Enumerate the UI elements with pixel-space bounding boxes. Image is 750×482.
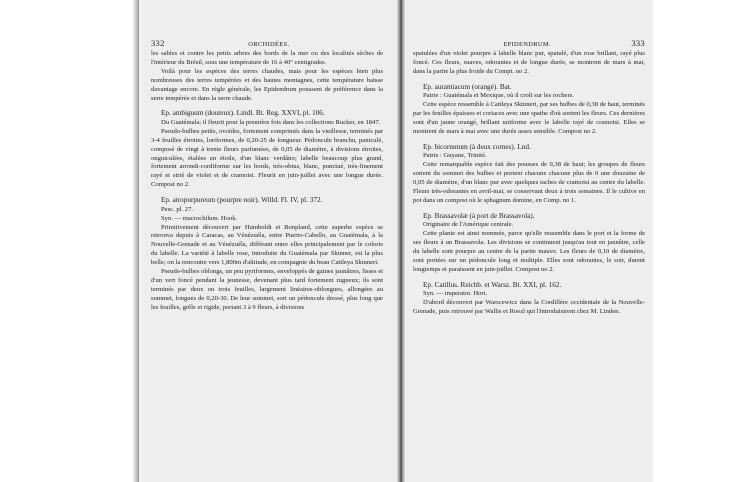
species-heading: Ep. aurantiacum (orangé). Bat. [423, 82, 512, 91]
left-page-body [151, 50, 383, 313]
synonym-line: Syn. — imperator. Hort. [423, 290, 488, 298]
paragraph: Pseudo-bulbes oblongs, un peu pyriformes, enveloppés de gaines jaunâtres, lisses et d'un vert foncé pendant la jeunesse, devenant plus tard fortement rugueux; ils sont terminés par deux ou trois feuilles, largement linéaires-oblongues, allongées au sommet, longues de 0,20-30. De leur sommet, sort un pédoncule dressé, plus long que les feuilles, grêle et rigide, portant 3 à 9 fleurs, à divisions [151, 268, 383, 311]
right-page-body [413, 50, 645, 317]
synonym-line: Syn. — macrochilum. Hook. [161, 214, 238, 222]
species-heading: Ep. Catillus. Reichb. et Warsz. Bt. XXI, pl. 162. [423, 280, 562, 289]
right-page [413, 38, 645, 317]
species-heading: Ep. Brassavolæ (à port de Brassavola). [423, 211, 535, 220]
paragraph: Pseudo-bulbes petits, ovoïdes, fortement comprimés dans la vieillesse, terminés par 3-4 feuilles étroites, loriformes, de 0,20-25 de longueur. Pédoncule branchu, paniculé, composé de vingt à trente fleurs parfumées, de 0,05 de diamètre, à divisions étroites, onguiculées, étalées en étoile, d'un blanc verdâtre; labelle beaucoup plus grand, fortement arrondi-cordiforme sur les bords, très-obtus, blanc, ponctué, très-finement rayé et strié de violet et de cramoisi. Fleurit en juin-juillet avec une longue durée. Compost no 2. [151, 127, 383, 189]
species-heading: Ep. atropurpureum (pourpre noir). Willd. Fl. IV, pl. 372. [161, 196, 323, 205]
paragraph: Du Guatémala; il fleurit pour la première fois dans les collections Rucker, en 1847. [161, 118, 381, 126]
paragraph: Primitivement découvert par Humboldt et Bonpland, cette superbe espèce se retrouva depuis à Caracas, au Vénézuéla, entre Puerto-Cabello, au Guatémala, à la Nouvelle-Grenade et au Vénézuéla, différant entre elles principalement par le coloris du labelle. La variété à labelle rose, introduite du Guatémala par Skinner, est la plus belle; on la rencontre vers 1,800m d'altitude, en compagnie du beau Cattleya Skinneri. [151, 223, 383, 267]
right-page-number: 333 [631, 38, 645, 48]
paragraph: Voilà pour les espèces des terres chaudes, mais pour les espèces bien plus nombreuses des terres tempérées et des hautes montagnes, cette température baisse davantage encore. En règle générale, les Epidendrum poussent de préférence dans la serre tempérée et dans la serre chaude. [151, 67, 383, 102]
book-gutter [397, 0, 405, 482]
paragraph: Cette espèce ressemble à Cattleya Skinneri, par ses bulbes de 0,38 de haut, terminés par les feuilles épaisses et coriaces avec une spathe d'où sortent les fleurs. Ces dernières sont d'un jaune orangé, brillant uniforme avec le labelle rayé de cramoisi. Elles se montrent de mars à mai avec une durée assez sensible. Compost no 2. [413, 101, 645, 135]
left-page [151, 38, 383, 313]
book-spread [139, 0, 653, 482]
origin-line: Patrie : Guatémala et Mexique, où il croît sur les rochers. [423, 92, 574, 100]
right-running-header [413, 38, 645, 50]
left-page-number: 332 [151, 38, 165, 48]
paragraph: spatulées d'un violet pourpre à labelle blanc pur, spatulé, d'un rose brillant, rayé plus foncé. Ces fleurs, suaves, odorantes et de longue durée, se montrent de mars à mai, dans la partie la plus froide du Compt. no 2. [413, 50, 645, 75]
right-running-title: EPIDENDRUM. [503, 41, 551, 48]
paragraph: Cette plante est ainsi nommée, parce qu'elle ressemble dans le port et la forme de ses fleurs à un Brassavola. Les divisions se continuent jusqu'au tout en jaunâtre, celle du labelle sont pourpre au centre de la partie mauve. Les fleurs de 0,10 de diamètre, sont portées sur un pédoncule long et multiple. Elles sont odorantes, le soir, durent longtemps et paraissent en juin-juillet. Compost no 2. [413, 230, 645, 273]
origin-line: Patrie : Guyane, Trinité. [423, 152, 487, 160]
left-running-title: ORCHIDÉES. [248, 41, 290, 48]
paragraph: Cette remarquable espèce fait des pousses de 0,38 de haut; les groupes de fleurs sortent du sommet des bulbes et portent chacune chacune plus de 0 une douzaine de 0,05 de diamètre, d'un blanc pur avec quelques taches de cramoisi au centre du labelle. Fleurs très-odorantes en avril-mai, se conservant deux à trois semaines. Il le cultive en pot dans un compost où le sphagnum domine, en Comp. no 1. [413, 161, 645, 204]
paragraph: D'abord découvert par Warscewicz dans la Cordillère occidentale de la Nouvelle-Grenade, puis retrouvé par Wallis et Roezl qui l'introduisirent chez M. Linden. [413, 299, 645, 315]
species-heading: Ep. ambiguum (douteux). Lindl. Bt. Reg. XXVI, pl. 106. [161, 109, 325, 118]
origin-line: Originaire de l'Amérique centrale. [423, 221, 514, 229]
species-heading: Ep. bicornutum (à deux cornes). Lnd. [423, 142, 531, 151]
paragraph: les sables et contre les petits arbres des bords de la mer ou des localités sèches de l'intérieur du Brésil, sous une température de 16 à 40° centigrades. [151, 50, 383, 66]
left-running-header [151, 38, 383, 50]
reference-line: Pesc. pl. 27. [161, 205, 194, 213]
